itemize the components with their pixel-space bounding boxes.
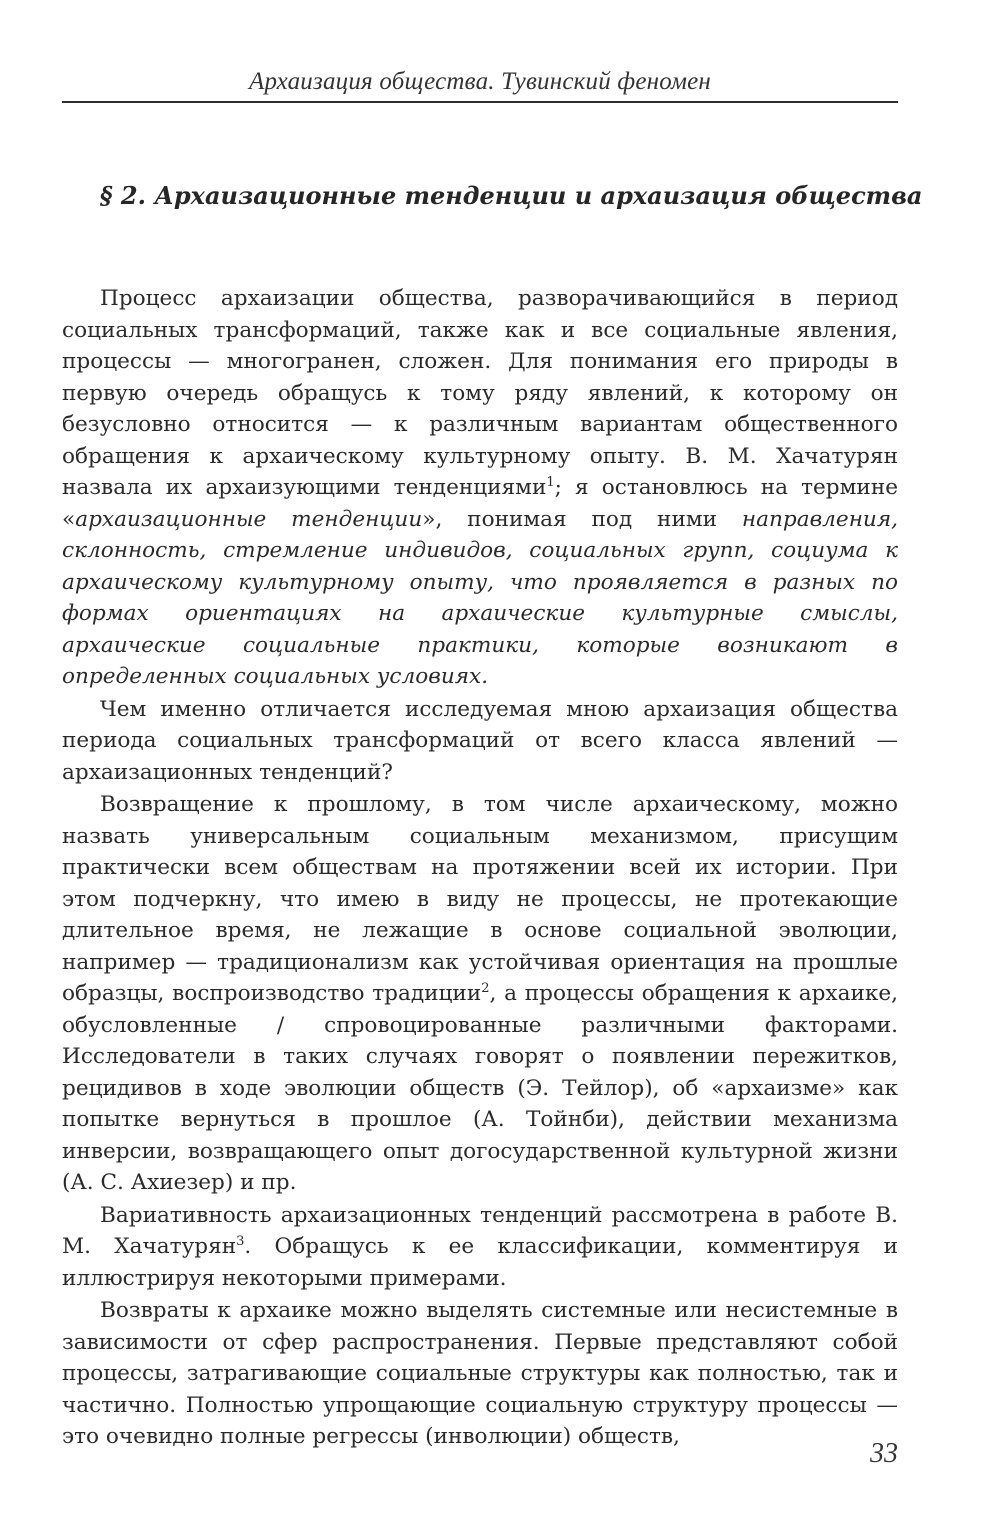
footnote-ref-3: 3 [236, 1233, 245, 1249]
paragraph-3 [62, 789, 898, 1199]
paragraph-2: Чем именно отличается исследуемая мною архаизация общества периода социальных трансформаций от всего класса явлений — архаизационных тенденций? [62, 696, 898, 785]
paragraph-4-text-a: Вариативность архаизационных тенденций рассмотрена в работе В. М. Хачатурян [62, 1202, 898, 1259]
paragraph-1-term: архаизационные тенденции [75, 506, 423, 532]
paragraph-1-text-b: ; я остановлюсь на термине « [62, 475, 898, 532]
paragraph-1-text-c: », понимая под ними [422, 506, 742, 532]
paragraph-1 [62, 283, 898, 693]
footnote-ref-2: 2 [481, 980, 490, 996]
header-rule [62, 101, 898, 103]
footnote-ref-1: 1 [546, 474, 555, 490]
body-text [62, 283, 898, 1453]
paragraph-1-definition: направления, склонность, стремление индивидов, социальных групп, социума к архаическому культурному опыту, что проявляется в разных по формах ориентациях на архаические культурные смыслы, архаические социальные практики, которые возникают в определенных социальных условиях. [62, 506, 898, 689]
paragraph-4 [62, 1200, 898, 1295]
paragraph-4-text-b: . Обращусь к ее классификации, комментируя и иллюстрируя некоторыми примерами. [62, 1234, 898, 1291]
page-number: 33 [870, 1438, 898, 1469]
running-head: Архаизация общества. Тувинский феномен [248, 68, 712, 95]
paragraph-3-text-a: Возвращение к прошлому, в том числе архаическому, можно назвать универсальным социальным механизмом, присущим практически всем обществам на протяжении всей их истории. При этом подчеркну, что имею в виду не процессы, не протекающие длительное время, не лежащие в основе социальной эволюции, например — традиционализм как устойчивая ориентация на прошлые образцы, воспроизводство традиции [62, 792, 898, 1006]
paragraph-3-text-b: , а процессы обращения к архаике, обусловленные / спровоцированные различными факторами. Исследователи в таких случаях говорят о появлении пережитков, рецидивов в ходе эволюции обществ (Э. Тейлор), об «архаизме» как попытке вернуться в прошлое (А. Тойнби), действии механизма инверсии, возвращающего опыт догосударственной культурной жизни (А. С. Ахиезер) и пр. [62, 981, 898, 1195]
paragraph-1-text-a: Процесс архаизации общества, разворачивающийся в период социальных трансформаций, также как и все социальные явления, процессы — многогранен, сложен. Для понимания его природы в первую очередь обращусь к тому ряду явлений, к которому он безусловно относится — к различным вариантам общественного обращения к архаическому культурному опыту. В. М. Хачатурян назвала их архаизующими тенденциями [62, 286, 898, 500]
paragraph-5: Возвраты к архаике можно выделять системные или несистемные в зависимости от сфер распространения. Первые представляют собой процессы, затрагивающие социальные структуры как полностью, так и частично. Полностью упрощающие социальную структуру процессы — это очевидно полные регрессы (инволюции) обществ, [62, 1298, 898, 1449]
section-title: § 2. Архаизационные тенденции и архаизация общества [100, 181, 923, 210]
